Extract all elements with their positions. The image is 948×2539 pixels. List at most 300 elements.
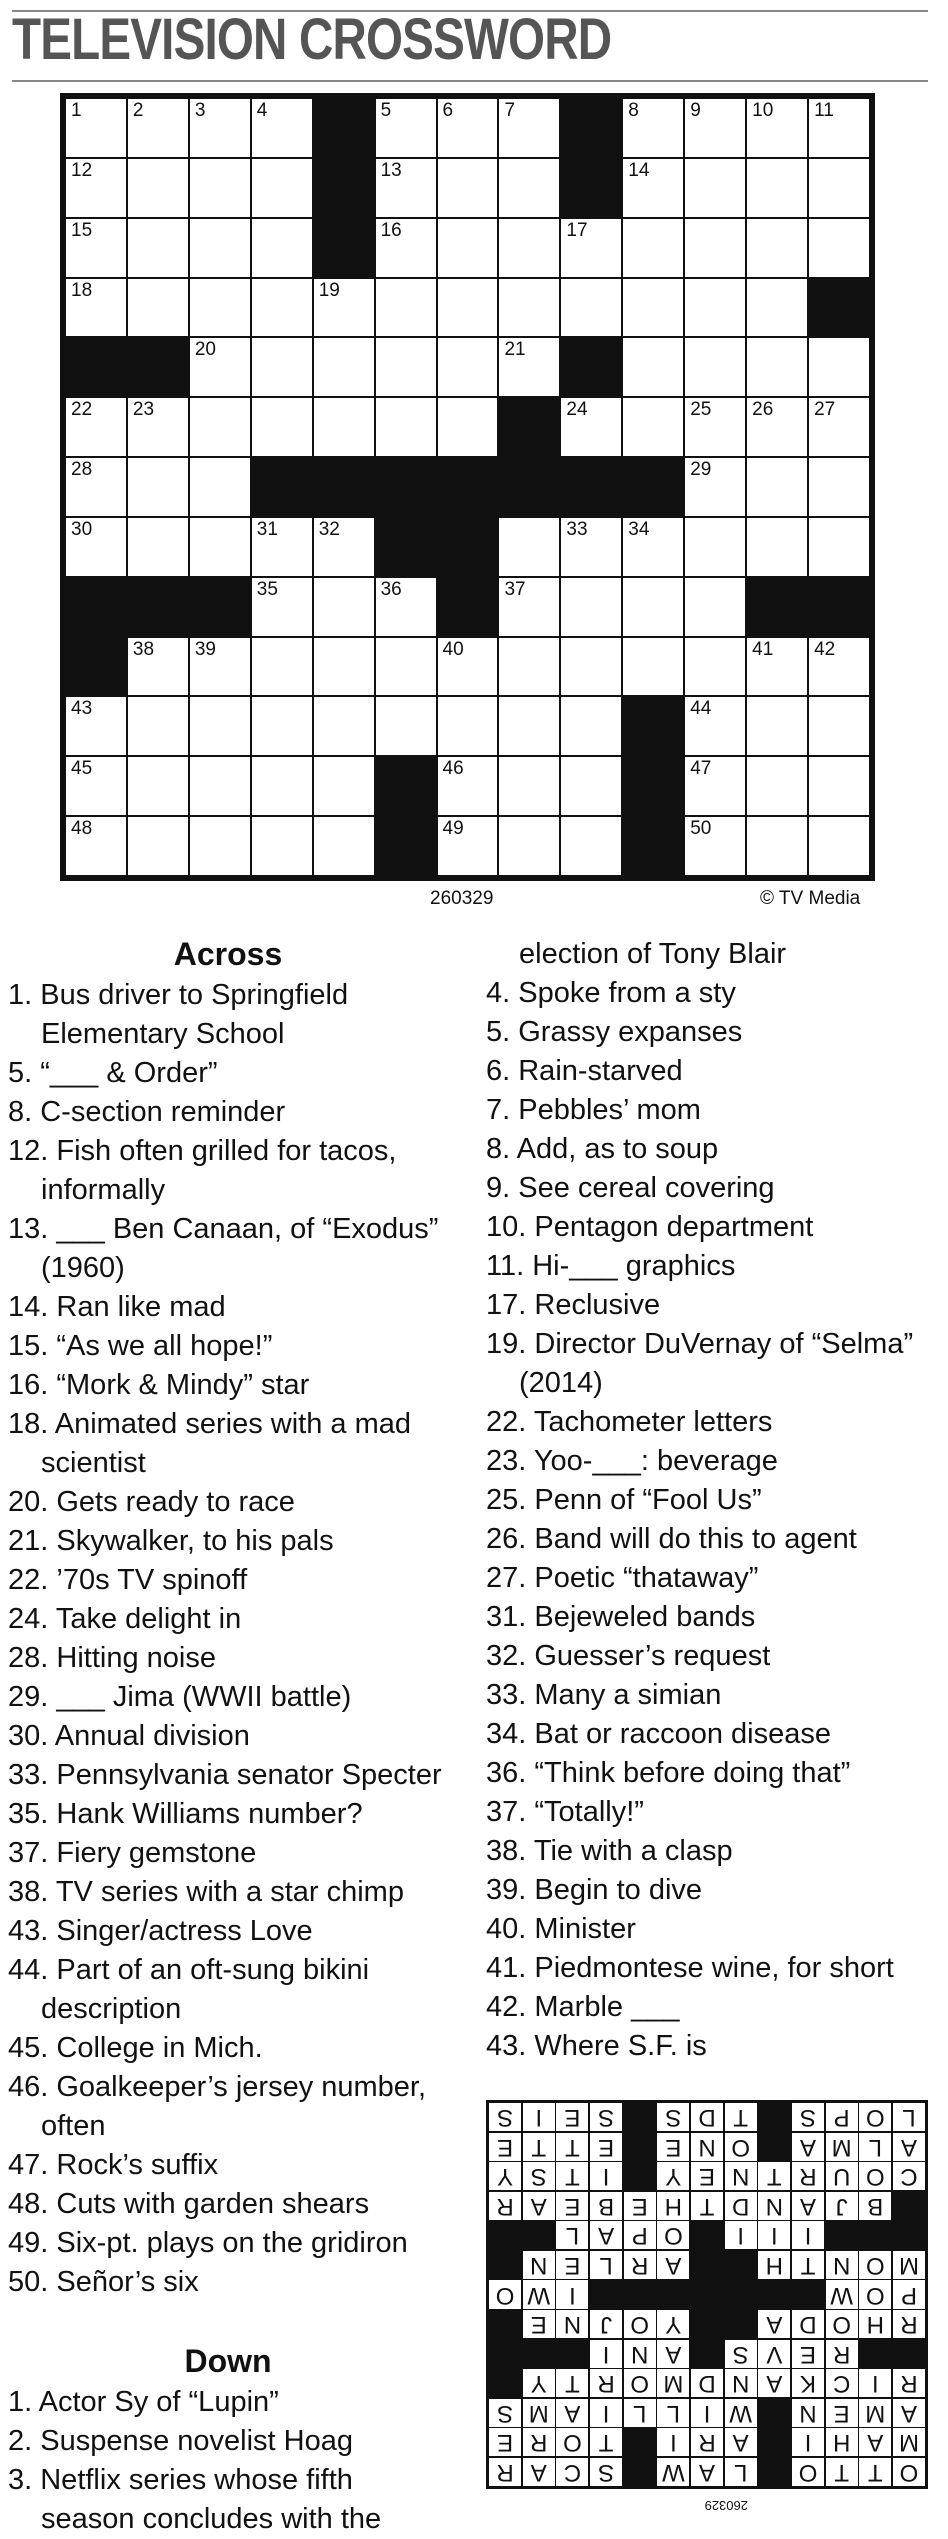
grid-cell[interactable]	[685, 338, 745, 396]
grid-cell[interactable]	[685, 757, 745, 815]
grid-cell[interactable]	[128, 697, 188, 755]
across-clues	[8, 976, 448, 2302]
grid-cell[interactable]	[685, 99, 745, 157]
grid-cell[interactable]	[66, 697, 126, 755]
grid-cell[interactable]	[499, 817, 559, 875]
solution-letter: Y	[657, 2310, 689, 2338]
grid-cell[interactable]	[66, 99, 126, 157]
grid-cell[interactable]	[685, 817, 745, 875]
grid-cell[interactable]	[623, 578, 683, 636]
grid-cell[interactable]	[561, 697, 621, 755]
solution-letter: A	[657, 2251, 689, 2279]
grid-cell[interactable]	[499, 279, 559, 337]
down-clue: 7. Pebbles’ mom	[486, 1094, 701, 1126]
grid-cell[interactable]	[809, 697, 869, 755]
grid-cell[interactable]	[561, 578, 621, 636]
solution-black-square	[893, 2221, 925, 2249]
grid-cell[interactable]	[747, 398, 807, 456]
solution-letter: R	[792, 2162, 824, 2190]
grid-cell[interactable]	[809, 159, 869, 217]
across-clue: 15. “As we all hope!”	[8, 1330, 273, 1362]
solution-letter: A	[657, 2340, 689, 2368]
grid-cell[interactable]	[190, 817, 250, 875]
grid-cell[interactable]	[438, 638, 498, 696]
solution-letter: N	[556, 2310, 588, 2338]
solution-letter: M	[523, 2399, 555, 2427]
solution-letter: O	[826, 2310, 858, 2338]
solution-letter: I	[758, 2221, 790, 2249]
solution-letter: E	[489, 2428, 521, 2456]
black-square	[376, 817, 436, 875]
solution-letter: E	[556, 2192, 588, 2220]
clue-number: 15	[71, 219, 93, 241]
solution-letter: O	[725, 2133, 757, 2161]
black-square	[809, 578, 869, 636]
grid-cell[interactable]	[747, 458, 807, 516]
grid-cell[interactable]	[623, 518, 683, 576]
down-clue: 2. Suspense novelist Hoag	[8, 2425, 353, 2457]
grid-cell[interactable]	[314, 697, 374, 755]
grid-cell[interactable]	[190, 638, 250, 696]
across-clue: 44. Part of an oft-sung bikini description	[8, 1954, 370, 2025]
grid-cell[interactable]	[438, 817, 498, 875]
grid-cell[interactable]	[685, 398, 745, 456]
grid-cell[interactable]	[561, 279, 621, 337]
solution-letter: O	[624, 2310, 656, 2338]
solution-letter: I	[523, 2103, 555, 2131]
down-clue: 19. Director DuVernay of “Selma” (2014)	[486, 1328, 914, 1399]
grid-cell[interactable]	[561, 638, 621, 696]
credit: © TV Media	[760, 888, 861, 909]
grid-cell[interactable]	[252, 817, 312, 875]
across-clue: 47. Rock’s suffix	[8, 2149, 219, 2181]
grid-cell[interactable]	[561, 817, 621, 875]
grid-cell[interactable]	[747, 757, 807, 815]
grid-cell[interactable]	[314, 817, 374, 875]
down-clue: 10. Pentagon department	[486, 1211, 814, 1243]
across-clue: 30. Annual division	[8, 1720, 250, 1752]
grid-cell[interactable]	[561, 757, 621, 815]
grid-cell[interactable]	[438, 159, 498, 217]
grid-cell[interactable]	[685, 578, 745, 636]
grid-cell[interactable]	[376, 638, 436, 696]
down-clue: 8. Add, as to soup	[486, 1133, 719, 1165]
grid-cell[interactable]	[314, 518, 374, 576]
solution-letter: A	[758, 2369, 790, 2397]
solution-letter: A	[590, 2221, 622, 2249]
grid-cell[interactable]	[685, 219, 745, 277]
grid-cell[interactable]	[376, 398, 436, 456]
grid-cell[interactable]	[314, 578, 374, 636]
grid-cell[interactable]	[747, 518, 807, 576]
grid-cell[interactable]	[809, 518, 869, 576]
solution-black-square	[725, 2310, 757, 2338]
black-square	[66, 578, 126, 636]
solution-letter: B	[590, 2192, 622, 2220]
solution-black-square	[792, 2280, 824, 2308]
across-clue: 49. Six-pt. plays on the gridiron	[8, 2227, 408, 2259]
grid-cell[interactable]	[809, 638, 869, 696]
grid-cell[interactable]	[190, 697, 250, 755]
grid-cell[interactable]	[438, 279, 498, 337]
grid-cell[interactable]	[376, 99, 436, 157]
solution-letter: L	[657, 2399, 689, 2427]
solution-letter: S	[523, 2162, 555, 2190]
solution-letter: L	[556, 2221, 588, 2249]
clue-number: 11	[814, 100, 834, 121]
grid-cell[interactable]	[438, 697, 498, 755]
clue-number: 12	[71, 159, 93, 181]
solution-letter: N	[523, 2251, 555, 2279]
grid-cell[interactable]	[376, 578, 436, 636]
clue-number: 47	[690, 758, 712, 780]
grid-cell[interactable]	[66, 458, 126, 516]
down-clue: 25. Penn of “Fool Us”	[486, 1484, 762, 1516]
black-square	[190, 578, 250, 636]
grid-cell[interactable]	[747, 99, 807, 157]
grid-cell[interactable]	[685, 638, 745, 696]
clue-number: 41	[752, 638, 774, 660]
solution-black-square	[624, 2162, 656, 2190]
clue-number: 50	[690, 818, 712, 840]
grid-cell[interactable]	[685, 697, 745, 755]
solution-letter: N	[624, 2340, 656, 2368]
grid-cell[interactable]	[128, 159, 188, 217]
grid-cell[interactable]	[252, 279, 312, 337]
grid-cell[interactable]	[499, 518, 559, 576]
grid-cell[interactable]	[128, 458, 188, 516]
down-clue: 5. Grassy expanses	[486, 1016, 743, 1048]
grid-cell[interactable]	[314, 638, 374, 696]
solution-letter: A	[691, 2458, 723, 2486]
clue-number: 6	[442, 100, 454, 121]
solution-letter: V	[758, 2340, 790, 2368]
grid-cell[interactable]	[190, 518, 250, 576]
solution-letter: R	[691, 2428, 723, 2456]
clue-number: 10	[752, 100, 774, 121]
grid-cell[interactable]	[190, 458, 250, 516]
black-square	[314, 458, 374, 516]
solution-letter: E	[792, 2340, 824, 2368]
grid-cell[interactable]	[66, 518, 126, 576]
across-clue: 48. Cuts with garden shears	[8, 2188, 370, 2220]
solution-letter: I	[792, 2428, 824, 2456]
grid-cell[interactable]	[190, 219, 250, 277]
down-clue: 42. Marble ___	[486, 1991, 680, 2023]
clue-number: 25	[690, 399, 712, 421]
solution-black-square	[657, 2280, 689, 2308]
grid-cell[interactable]	[314, 279, 374, 337]
down-clue: 37. “Totally!”	[486, 1796, 644, 1828]
grid-cell[interactable]	[252, 578, 312, 636]
solution-letter: S	[657, 2103, 689, 2131]
clue-number: 2	[132, 100, 144, 121]
grid-cell[interactable]	[499, 99, 559, 157]
grid-cell[interactable]	[128, 518, 188, 576]
solution-letter: S	[792, 2103, 824, 2131]
grid-cell[interactable]	[66, 398, 126, 456]
solution-letter: R	[893, 2310, 925, 2338]
grid-cell[interactable]	[252, 159, 312, 217]
clue-number: 46	[442, 758, 464, 780]
solution-letter: U	[826, 2162, 858, 2190]
grid-cell[interactable]	[66, 219, 126, 277]
grid-cell[interactable]	[376, 159, 436, 217]
solution-black-square	[489, 2340, 521, 2368]
clue-number: 23	[132, 399, 155, 421]
grid-cell[interactable]	[314, 398, 374, 456]
grid-cell[interactable]	[685, 518, 745, 576]
solution-letter: R	[826, 2340, 858, 2368]
solution-black-square	[624, 2133, 656, 2161]
grid-cell[interactable]	[747, 817, 807, 875]
grid-cell[interactable]	[561, 518, 621, 576]
grid-cell[interactable]	[376, 697, 436, 755]
grid-cell[interactable]	[376, 219, 436, 277]
solution-letter: T	[826, 2458, 858, 2486]
solution-letter: I	[590, 2399, 622, 2427]
grid-cell[interactable]	[685, 279, 745, 337]
grid-cell[interactable]	[252, 99, 312, 157]
solution-letter: Y	[523, 2369, 555, 2397]
black-square	[561, 338, 621, 396]
black-square	[376, 458, 436, 516]
solution-letter: R	[624, 2251, 656, 2279]
grid-cell[interactable]	[747, 279, 807, 337]
grid-cell[interactable]	[623, 159, 683, 217]
puzzle-id: 260329	[430, 888, 494, 909]
solution-letter: S	[489, 2399, 521, 2427]
grid-cell[interactable]	[499, 338, 559, 396]
solution-letter: B	[859, 2192, 891, 2220]
grid-cell[interactable]	[190, 338, 250, 396]
grid-cell[interactable]	[623, 398, 683, 456]
solution-letter: O	[859, 2251, 891, 2279]
solution-letter: L	[624, 2399, 656, 2427]
grid-cell[interactable]	[747, 697, 807, 755]
solution-letter: M	[893, 2428, 925, 2456]
across-clue: 14. Ran like mad	[8, 1291, 226, 1323]
solution-letter: A	[792, 2133, 824, 2161]
solution-letter: L	[893, 2103, 925, 2131]
black-square	[438, 518, 498, 576]
solution-letter: O	[792, 2458, 824, 2486]
grid-cell[interactable]	[747, 159, 807, 217]
grid-cell[interactable]	[685, 159, 745, 217]
black-square	[438, 578, 498, 636]
grid-cell[interactable]	[252, 518, 312, 576]
grid-cell[interactable]	[252, 219, 312, 277]
solution-black-square	[758, 2458, 790, 2486]
grid-cell[interactable]	[66, 279, 126, 337]
solution-letter: Y	[657, 2162, 689, 2190]
solution-black-square	[624, 2280, 656, 2308]
down-clue: 3. Netflix series whose fifth season concludes with the	[8, 2464, 382, 2535]
down-clue: 4. Spoke from a sty	[486, 977, 736, 1009]
grid-cell[interactable]	[809, 817, 869, 875]
solution-black-square	[691, 2251, 723, 2279]
grid-cell[interactable]	[314, 757, 374, 815]
across-clue: 35. Hank Williams number?	[8, 1798, 363, 1830]
grid-cell[interactable]	[128, 638, 188, 696]
grid-cell[interactable]	[252, 338, 312, 396]
clue-number: 5	[380, 100, 392, 121]
solution-black-square	[758, 2133, 790, 2161]
solution-letter: T	[758, 2162, 790, 2190]
solution-letter: D	[691, 2369, 723, 2397]
down-clue: 38. Tie with a clasp	[486, 1835, 733, 1867]
solution-black-square	[859, 2221, 891, 2249]
title-rule	[12, 80, 928, 82]
solution-letter: N	[792, 2399, 824, 2427]
grid-cell[interactable]	[190, 757, 250, 815]
down-clue: 39. Begin to dive	[486, 1874, 703, 1906]
grid-cell[interactable]	[561, 398, 621, 456]
grid-cell[interactable]	[623, 638, 683, 696]
grid-cell[interactable]	[561, 219, 621, 277]
down-clue: 34. Bat or raccoon disease	[486, 1718, 831, 1750]
down-clue: 36. “Think before doing that”	[486, 1757, 851, 1789]
grid-cell[interactable]	[128, 279, 188, 337]
grid-cell[interactable]	[499, 578, 559, 636]
solution-letter: R	[489, 2458, 521, 2486]
grid-cell[interactable]	[809, 338, 869, 396]
across-clue: 45. College in Mich.	[8, 2032, 263, 2064]
solution-letter: A	[523, 2192, 555, 2220]
grid-cell[interactable]	[66, 817, 126, 875]
grid-cell[interactable]	[190, 279, 250, 337]
solution-letter: E	[556, 2251, 588, 2279]
solution-letter: I	[556, 2280, 588, 2308]
black-square	[561, 159, 621, 217]
grid-cell[interactable]	[499, 638, 559, 696]
grid-cell[interactable]	[438, 99, 498, 157]
grid-cell[interactable]	[747, 219, 807, 277]
grid-cell[interactable]	[499, 757, 559, 815]
grid-cell[interactable]	[747, 338, 807, 396]
clue-number: 43	[71, 698, 93, 720]
grid-cell[interactable]	[128, 398, 188, 456]
solution-letter: R	[489, 2192, 521, 2220]
grid-cell[interactable]	[809, 99, 869, 157]
solution-black-square	[826, 2221, 858, 2249]
grid-cell[interactable]	[128, 99, 188, 157]
solution-letter: O	[893, 2458, 925, 2486]
solution-letter: T	[725, 2103, 757, 2131]
solution-letter: C	[826, 2369, 858, 2397]
clue-number: 3	[194, 100, 206, 121]
grid-cell[interactable]	[128, 757, 188, 815]
solution-letter: A	[523, 2458, 555, 2486]
black-square	[561, 99, 621, 157]
black-square	[66, 338, 126, 396]
grid-cell[interactable]	[809, 458, 869, 516]
across-clue: 38. TV series with a star chimp	[8, 1876, 404, 1908]
grid-cell[interactable]	[499, 697, 559, 755]
solution-letter: C	[556, 2458, 588, 2486]
grid-cell[interactable]	[128, 817, 188, 875]
grid-cell[interactable]	[314, 338, 374, 396]
grid-cell[interactable]	[747, 638, 807, 696]
grid-cell[interactable]	[438, 398, 498, 456]
grid-cell[interactable]	[252, 398, 312, 456]
grid-cell[interactable]	[623, 219, 683, 277]
grid-cell[interactable]	[623, 338, 683, 396]
grid-cell[interactable]	[252, 697, 312, 755]
solution-id: 260329	[704, 2498, 748, 2513]
grid-cell[interactable]	[499, 219, 559, 277]
solution-black-square	[624, 2428, 656, 2456]
across-clue: 29. ___ Jima (WWII battle)	[8, 1681, 352, 1713]
solution-letter: I	[590, 2340, 622, 2368]
grid-cell[interactable]	[190, 99, 250, 157]
solution-letter: E	[691, 2162, 723, 2190]
grid-cell[interactable]	[685, 458, 745, 516]
grid-cell[interactable]	[438, 338, 498, 396]
solution-letter: N	[691, 2133, 723, 2161]
grid-cell[interactable]	[438, 219, 498, 277]
grid-cell[interactable]	[809, 398, 869, 456]
solution-letter: I	[691, 2399, 723, 2427]
grid-cell[interactable]	[66, 159, 126, 217]
solution-letter: E	[826, 2399, 858, 2427]
down-clue: 31. Bejeweled bands	[486, 1601, 756, 1633]
grid-cell[interactable]	[376, 279, 436, 337]
solution-black-square	[758, 2399, 790, 2427]
solution-letter: T	[691, 2192, 723, 2220]
solution-letter: L	[859, 2133, 891, 2161]
clue-number: 49	[442, 818, 464, 840]
clue-number: 21	[504, 339, 526, 361]
black-square	[623, 757, 683, 815]
solution-black-square	[556, 2340, 588, 2368]
grid-cell[interactable]	[623, 99, 683, 157]
grid-cell[interactable]	[190, 159, 250, 217]
solution-letter: W	[523, 2280, 555, 2308]
grid-cell[interactable]	[623, 279, 683, 337]
solution-letter: N	[725, 2369, 757, 2397]
solution-letter: L	[590, 2251, 622, 2279]
grid-cell[interactable]	[809, 757, 869, 815]
solution-grid	[486, 2100, 928, 2515]
grid-cell[interactable]	[499, 159, 559, 217]
black-square	[623, 697, 683, 755]
solution-letter: A	[859, 2428, 891, 2456]
down-clue: 33. Many a simian	[486, 1679, 722, 1711]
solution-letter: E	[657, 2133, 689, 2161]
clue-number: 18	[71, 279, 93, 301]
grid-cell[interactable]	[128, 219, 188, 277]
across-clue: 37. Fiery gemstone	[8, 1837, 257, 1869]
solution-letter: H	[859, 2310, 891, 2338]
clues-right-column	[486, 935, 926, 2066]
solution-letter: A	[556, 2399, 588, 2427]
grid-cell[interactable]	[190, 398, 250, 456]
solution-letter: C	[893, 2162, 925, 2190]
grid-cell[interactable]	[376, 338, 436, 396]
grid-cell[interactable]	[438, 757, 498, 815]
clue-number: 16	[380, 219, 402, 241]
grid-cell[interactable]	[809, 219, 869, 277]
grid-cell[interactable]	[66, 757, 126, 815]
grid-cell[interactable]	[252, 638, 312, 696]
solution-black-square	[590, 2280, 622, 2308]
black-square	[623, 458, 683, 516]
clue-number: 4	[256, 100, 268, 121]
grid-cell[interactable]	[252, 757, 312, 815]
solution-letter: W	[826, 2280, 858, 2308]
clue-number: 45	[71, 758, 93, 780]
